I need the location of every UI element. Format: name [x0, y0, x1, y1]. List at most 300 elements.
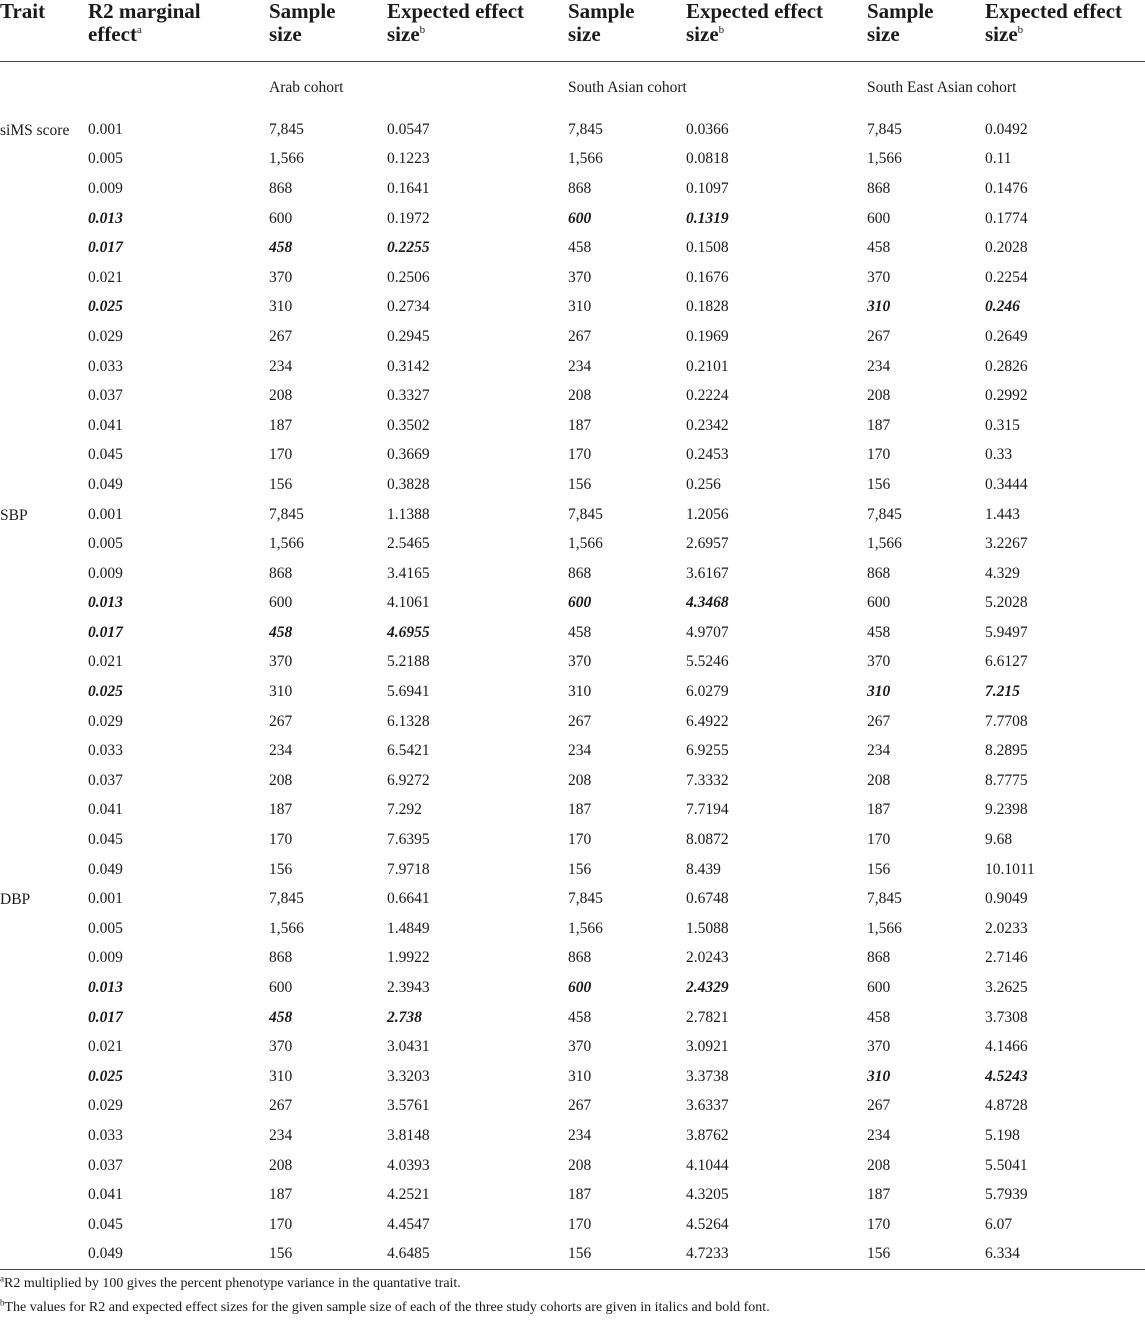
effect-size-cell: 0.2028 [985, 239, 1028, 257]
r2-cell: 0.009 [88, 564, 123, 582]
effect-size-cell: 0.1319 [686, 209, 729, 227]
effect-size-cell: 0.1223 [387, 150, 430, 168]
effect-size-cell: 0.2453 [686, 446, 729, 464]
r2-cell: 0.013 [88, 979, 123, 997]
effect-size-cell: 6.0279 [686, 683, 729, 701]
effect-size-cell: 0.1097 [686, 179, 729, 197]
effect-size-cell: 0.3669 [387, 446, 430, 464]
sample-size-cell: 267 [867, 327, 891, 345]
r2-cell: 0.041 [88, 1186, 123, 1204]
effect-size-cell: 5.198 [985, 1126, 1020, 1144]
table-row [0, 115, 1145, 145]
effect-size-cell: 10.1011 [985, 860, 1035, 878]
sample-size-cell: 208 [867, 771, 891, 789]
effect-size-cell: 0.3444 [985, 475, 1028, 493]
sample-size-cell: 170 [867, 831, 891, 849]
table-row [0, 914, 1145, 944]
r2-cell: 0.033 [88, 357, 123, 375]
sample-size-cell: 187 [269, 416, 293, 434]
effect-size-cell: 4.5243 [985, 1067, 1028, 1085]
effect-size-cell: 6.9255 [686, 742, 729, 760]
sample-size-cell: 600 [568, 209, 592, 227]
sample-size-cell: 600 [568, 979, 592, 997]
effect-size-cell: 4.329 [985, 564, 1020, 582]
sample-size-cell: 868 [269, 564, 293, 582]
effect-size-cell: 6.07 [985, 1215, 1013, 1233]
effect-size-cell: 5.5246 [686, 653, 729, 671]
header-r2: R2 marginal effect$^a$ [88, 0, 201, 46]
sample-size-cell: 7,845 [269, 890, 304, 908]
r2-cell: 0.049 [88, 1245, 123, 1263]
effect-size-cell: 4.7233 [686, 1245, 729, 1263]
effect-size-cell: 0.1828 [686, 298, 729, 316]
effect-size-cell: 4.0393 [387, 1156, 430, 1174]
effect-size-cell: 0.256 [686, 475, 721, 493]
sample-size-cell: 208 [269, 387, 293, 405]
table-row [0, 263, 1145, 293]
r2-cell: 0.041 [88, 801, 123, 819]
sample-size-cell: 458 [568, 239, 592, 257]
table-row [0, 381, 1145, 411]
sample-size-cell: 234 [269, 1126, 293, 1144]
table-row [0, 174, 1145, 204]
r2-cell: 0.001 [88, 890, 123, 908]
table-row [0, 618, 1145, 648]
effect-size-cell: 0.246 [985, 298, 1020, 316]
effect-size-cell: 0.2254 [985, 268, 1028, 286]
sample-size-cell: 267 [568, 712, 592, 730]
r2-cell: 0.017 [88, 239, 123, 257]
table-row [0, 322, 1145, 352]
sample-size-cell: 370 [568, 268, 592, 286]
table-row [0, 1180, 1145, 1210]
effect-size-cell: 0.2649 [985, 327, 1028, 345]
effect-size-cell: 0.2255 [387, 239, 430, 257]
table-row [0, 884, 1145, 914]
table-row [0, 411, 1145, 441]
sample-size-cell: 267 [568, 327, 592, 345]
sample-size-cell: 310 [269, 1067, 293, 1085]
r2-cell: 0.037 [88, 771, 123, 789]
r2-cell: 0.013 [88, 594, 123, 612]
effect-size-cell: 2.4329 [686, 979, 729, 997]
sample-size-cell: 868 [867, 949, 891, 967]
effect-size-cell: 2.3943 [387, 979, 430, 997]
r2-cell: 0.033 [88, 1126, 123, 1144]
effect-size-cell: 4.3468 [686, 594, 729, 612]
effect-size-cell: 7.7708 [985, 712, 1028, 730]
sample-size-cell: 600 [269, 594, 293, 612]
sample-size-cell: 234 [867, 742, 891, 760]
effect-size-cell: 1.4849 [387, 919, 430, 937]
table-row [0, 736, 1145, 766]
effect-size-cell: 6.334 [985, 1245, 1020, 1263]
sample-size-cell: 208 [269, 771, 293, 789]
table-row [0, 145, 1145, 175]
effect-size-cell: 0.3327 [387, 387, 430, 405]
sample-size-cell: 1,566 [269, 150, 304, 168]
sample-size-cell: 458 [269, 1008, 293, 1026]
effect-size-cell: 0.1676 [686, 268, 729, 286]
table-row [0, 648, 1145, 678]
effect-size-cell: 0.3828 [387, 475, 430, 493]
effect-size-cell: 5.9497 [985, 623, 1028, 641]
sample-size-cell: 600 [269, 979, 293, 997]
effect-size-cell: 4.9707 [686, 623, 729, 641]
table-row [0, 470, 1145, 500]
sample-size-cell: 310 [269, 683, 293, 701]
effect-size-cell: 9.68 [985, 831, 1013, 849]
r2-cell: 0.033 [88, 742, 123, 760]
r2-cell: 0.041 [88, 416, 123, 434]
effect-size-cell: 0.33 [985, 446, 1013, 464]
effect-size-cell: 0.2826 [985, 357, 1028, 375]
effect-size-cell: 3.8148 [387, 1126, 430, 1144]
table-row [0, 825, 1145, 855]
sample-size-cell: 234 [269, 357, 293, 375]
sample-size-cell: 370 [568, 1038, 592, 1056]
effect-size-cell: 8.7775 [985, 771, 1028, 789]
effect-size-cell: 0.0547 [387, 120, 430, 138]
header-row [0, 0, 1145, 61]
effect-size-cell: 8.439 [686, 860, 721, 878]
effect-size-cell: 0.2101 [686, 357, 729, 375]
effect-size-cell: 5.6941 [387, 683, 430, 701]
sample-size-cell: 1,566 [568, 919, 603, 937]
r2-cell: 0.037 [88, 387, 123, 405]
sample-size-cell: 310 [269, 298, 293, 316]
table-row [0, 1210, 1145, 1240]
table-row [0, 707, 1145, 737]
sample-size-cell: 156 [269, 475, 293, 493]
sample-size-cell: 310 [568, 683, 592, 701]
r2-cell: 0.017 [88, 1008, 123, 1026]
sample-size-cell: 868 [867, 179, 891, 197]
sample-size-cell: 458 [867, 239, 891, 257]
effect-size-cell: 3.0431 [387, 1038, 430, 1056]
r2-cell: 0.025 [88, 683, 123, 701]
effect-size-cell: 0.1972 [387, 209, 430, 227]
effect-size-cell: 4.6485 [387, 1245, 430, 1263]
r2-cell: 0.049 [88, 860, 123, 878]
effect-size-cell: 0.0492 [985, 120, 1028, 138]
sample-size-cell: 7,845 [867, 505, 902, 523]
effect-size-cell: 0.2342 [686, 416, 729, 434]
footnote-b: $^b$The values for R2 and expected effect sizes for the given sample size of each of the three study cohorts are given in italics and bold font. [0, 1297, 770, 1315]
trait-name: siMS score [0, 122, 70, 139]
effect-size-cell: 1.443 [985, 505, 1020, 523]
effect-size-cell: 1.2056 [686, 505, 729, 523]
sample-size-cell: 370 [269, 653, 293, 671]
effect-size-cell: 0.1774 [985, 209, 1028, 227]
header-effect-size-south-asian: Expected effect size$^b$ [686, 0, 824, 46]
r2-cell: 0.009 [88, 179, 123, 197]
sample-size-cell: 156 [269, 860, 293, 878]
sample-size-cell: 156 [867, 860, 891, 878]
table-row [0, 1151, 1145, 1181]
effect-size-cell: 4.1061 [387, 594, 430, 612]
effect-size-cell: 0.9049 [985, 890, 1028, 908]
effect-size-cell: 5.2028 [985, 594, 1028, 612]
r2-cell: 0.021 [88, 653, 123, 671]
effect-size-cell: 7.6395 [387, 831, 430, 849]
sample-size-cell: 267 [867, 1097, 891, 1115]
effect-size-cell: 8.0872 [686, 831, 729, 849]
table-row [0, 559, 1145, 589]
effect-size-cell: 3.8762 [686, 1126, 729, 1144]
sample-size-cell: 458 [568, 623, 592, 641]
effect-size-cell: 8.2895 [985, 742, 1028, 760]
sample-size-cell: 187 [568, 1186, 592, 1204]
table-row [0, 1121, 1145, 1151]
r2-cell: 0.017 [88, 623, 123, 641]
r2-cell: 0.021 [88, 268, 123, 286]
r2-cell: 0.029 [88, 327, 123, 345]
sample-size-cell: 868 [269, 949, 293, 967]
r2-cell: 0.005 [88, 919, 123, 937]
effect-size-cell: 0.2224 [686, 387, 729, 405]
effect-size-cell: 7.292 [387, 801, 422, 819]
trait-name: DBP [0, 891, 31, 909]
sample-size-cell: 187 [568, 801, 592, 819]
table-row [0, 766, 1145, 796]
cohort-label-south-east-asian: South East Asian cohort [867, 78, 1017, 96]
r2-cell: 0.029 [88, 1097, 123, 1115]
table-row [0, 293, 1145, 323]
effect-size-cell: 3.2625 [985, 979, 1028, 997]
table-row [0, 1240, 1145, 1270]
table-row [0, 855, 1145, 885]
sample-size-cell: 7,845 [568, 120, 603, 138]
r2-cell: 0.025 [88, 1067, 123, 1085]
effect-size-cell: 6.1328 [387, 712, 430, 730]
effect-size-cell: 3.2267 [985, 535, 1028, 553]
table-row [0, 677, 1145, 707]
sample-size-cell: 868 [568, 179, 592, 197]
sample-size-cell: 170 [867, 1215, 891, 1233]
effect-size-cell: 2.0233 [985, 919, 1028, 937]
effect-size-cell: 5.5041 [985, 1156, 1028, 1174]
trait-name: SBP [0, 506, 28, 524]
effect-size-cell: 3.3203 [387, 1067, 430, 1085]
table-row [0, 233, 1145, 263]
sample-size-cell: 170 [269, 446, 293, 464]
effect-size-cell: 2.7146 [985, 949, 1028, 967]
sample-size-cell: 170 [568, 446, 592, 464]
sample-size-cell: 370 [867, 653, 891, 671]
r2-cell: 0.025 [88, 298, 123, 316]
sample-size-cell: 156 [568, 1245, 592, 1263]
sample-size-cell: 234 [867, 357, 891, 375]
effect-size-cell: 0.2506 [387, 268, 430, 286]
table-row [0, 1032, 1145, 1062]
effect-size-cell: 5.7939 [985, 1186, 1028, 1204]
effect-size-cell: 0.3142 [387, 357, 430, 375]
table-row [0, 1003, 1145, 1033]
effect-size-cell: 1.1388 [387, 505, 430, 523]
r2-cell: 0.005 [88, 150, 123, 168]
sample-size-cell: 170 [269, 1215, 293, 1233]
r2-cell: 0.045 [88, 831, 123, 849]
table-row [0, 529, 1145, 559]
sample-size-cell: 208 [867, 387, 891, 405]
sample-size-cell: 310 [568, 1067, 592, 1085]
effect-size-cell: 1.9922 [387, 949, 430, 967]
sample-size-cell: 234 [568, 1126, 592, 1144]
sample-size-cell: 7,845 [269, 120, 304, 138]
sample-size-cell: 187 [269, 801, 293, 819]
sample-size-cell: 1,566 [867, 150, 902, 168]
sample-size-cell: 156 [867, 475, 891, 493]
sample-size-cell: 370 [269, 268, 293, 286]
sample-size-cell: 208 [568, 1156, 592, 1174]
effect-size-cell: 1.5088 [686, 919, 729, 937]
sample-size-cell: 458 [867, 1008, 891, 1026]
header-sample-size-south-east-asian: Sample size [867, 0, 934, 46]
effect-size-cell: 0.3502 [387, 416, 430, 434]
sample-size-cell: 1,566 [568, 535, 603, 553]
sample-size-cell: 234 [568, 357, 592, 375]
sample-size-cell: 1,566 [867, 535, 902, 553]
cohort-row [0, 61, 1145, 115]
effect-size-cell: 0.315 [985, 416, 1020, 434]
sample-size-cell: 156 [269, 1245, 293, 1263]
effect-size-cell: 2.0243 [686, 949, 729, 967]
header-sample-size-arab: Sample size [269, 0, 336, 46]
sample-size-cell: 868 [867, 564, 891, 582]
sample-size-cell: 187 [867, 1186, 891, 1204]
sample-size-cell: 267 [269, 327, 293, 345]
sample-size-cell: 868 [568, 564, 592, 582]
table-row [0, 1062, 1145, 1092]
effect-size-cell: 0.2734 [387, 298, 430, 316]
sample-size-cell: 187 [867, 416, 891, 434]
effect-size-cell: 0.6748 [686, 890, 729, 908]
sample-size-cell: 310 [867, 683, 891, 701]
sample-size-cell: 208 [867, 1156, 891, 1174]
sample-size-cell: 458 [269, 239, 293, 257]
effect-size-cell: 4.3205 [686, 1186, 729, 1204]
sample-size-cell: 7,845 [867, 890, 902, 908]
sample-size-cell: 600 [867, 594, 891, 612]
table-row [0, 973, 1145, 1003]
effect-size-cell: 3.6337 [686, 1097, 729, 1115]
effect-size-cell: 4.4547 [387, 1215, 430, 1233]
effect-size-cell: 2.6957 [686, 535, 729, 553]
effect-size-cell: 2.5465 [387, 535, 430, 553]
effect-size-cell: 2.7821 [686, 1008, 729, 1026]
sample-size-cell: 868 [269, 179, 293, 197]
effect-size-cell: 0.1476 [985, 179, 1028, 197]
effect-size-cell: 9.2398 [985, 801, 1028, 819]
effect-size-cell: 4.8728 [985, 1097, 1028, 1115]
header-effect-size-arab: Expected effect size$^b$ [387, 0, 525, 46]
r2-cell: 0.009 [88, 949, 123, 967]
sample-size-cell: 267 [269, 712, 293, 730]
sample-size-cell: 310 [867, 1067, 891, 1085]
sample-size-cell: 458 [867, 623, 891, 641]
table-row [0, 352, 1145, 382]
effect-size-cell: 0.1508 [686, 239, 729, 257]
effect-size-cell: 4.1466 [985, 1038, 1028, 1056]
sample-size-cell: 234 [568, 742, 592, 760]
r2-cell: 0.021 [88, 1038, 123, 1056]
sample-size-cell: 234 [867, 1126, 891, 1144]
effect-size-cell: 7.7194 [686, 801, 729, 819]
effect-size-cell: 0.0818 [686, 150, 729, 168]
sample-size-cell: 170 [568, 1215, 592, 1233]
sample-size-cell: 600 [568, 594, 592, 612]
table-row [0, 204, 1145, 234]
effect-size-cell: 7.3332 [686, 771, 729, 789]
effect-size-cell: 5.2188 [387, 653, 430, 671]
sample-size-cell: 267 [568, 1097, 592, 1115]
table-row [0, 1092, 1145, 1122]
cohort-label-arab: Arab cohort [269, 78, 344, 96]
effect-size-cell: 3.4165 [387, 564, 430, 582]
sample-size-cell: 156 [568, 475, 592, 493]
sample-size-cell: 370 [269, 1038, 293, 1056]
sample-size-cell: 156 [568, 860, 592, 878]
sample-size-cell: 267 [269, 1097, 293, 1115]
sample-size-cell: 187 [269, 1186, 293, 1204]
sample-size-cell: 370 [568, 653, 592, 671]
sample-size-cell: 267 [867, 712, 891, 730]
effect-size-cell: 7.215 [985, 683, 1020, 701]
effect-size-cell: 6.6127 [985, 653, 1028, 671]
effect-size-cell: 6.4922 [686, 712, 729, 730]
sample-size-cell: 208 [269, 1156, 293, 1174]
effect-size-cell: 4.2521 [387, 1186, 430, 1204]
sample-size-cell: 1,566 [568, 150, 603, 168]
sample-size-cell: 208 [568, 771, 592, 789]
sample-size-cell: 7,845 [269, 505, 304, 523]
sample-size-cell: 156 [867, 1245, 891, 1263]
effect-size-cell: 4.1044 [686, 1156, 729, 1174]
header-sample-size-south-asian: Sample size [568, 0, 635, 46]
r2-cell: 0.045 [88, 1215, 123, 1233]
r2-cell: 0.013 [88, 209, 123, 227]
r2-cell: 0.049 [88, 475, 123, 493]
effect-size-cell: 0.11 [985, 150, 1012, 168]
table-row [0, 441, 1145, 471]
sample-size-cell: 1,566 [867, 919, 902, 937]
sample-size-cell: 1,566 [269, 919, 304, 937]
sample-size-cell: 458 [568, 1008, 592, 1026]
effect-size-cell: 0.1969 [686, 327, 729, 345]
header-trait: Trait [0, 0, 46, 23]
effect-size-cell: 3.0921 [686, 1038, 729, 1056]
sample-size-cell: 187 [867, 801, 891, 819]
r2-cell: 0.029 [88, 712, 123, 730]
table-row [0, 500, 1145, 530]
header-effect-size-south-east-asian: Expected effect size$^b$ [985, 0, 1123, 46]
table-row [0, 944, 1145, 974]
sample-size-cell: 370 [867, 268, 891, 286]
effect-size-cell: 7.9718 [387, 860, 430, 878]
effect-size-cell: 2.738 [387, 1008, 422, 1026]
effect-size-cell: 3.6167 [686, 564, 729, 582]
r2-cell: 0.037 [88, 1156, 123, 1174]
cohort-label-south-asian: South Asian cohort [568, 78, 687, 96]
effect-size-cell: 3.5761 [387, 1097, 430, 1115]
footnotes [0, 1272, 1145, 1320]
sample-size-cell: 600 [867, 979, 891, 997]
sample-size-cell: 868 [568, 949, 592, 967]
effect-size-cell: 6.5421 [387, 742, 430, 760]
sample-size-cell: 234 [269, 742, 293, 760]
sample-size-cell: 600 [867, 209, 891, 227]
